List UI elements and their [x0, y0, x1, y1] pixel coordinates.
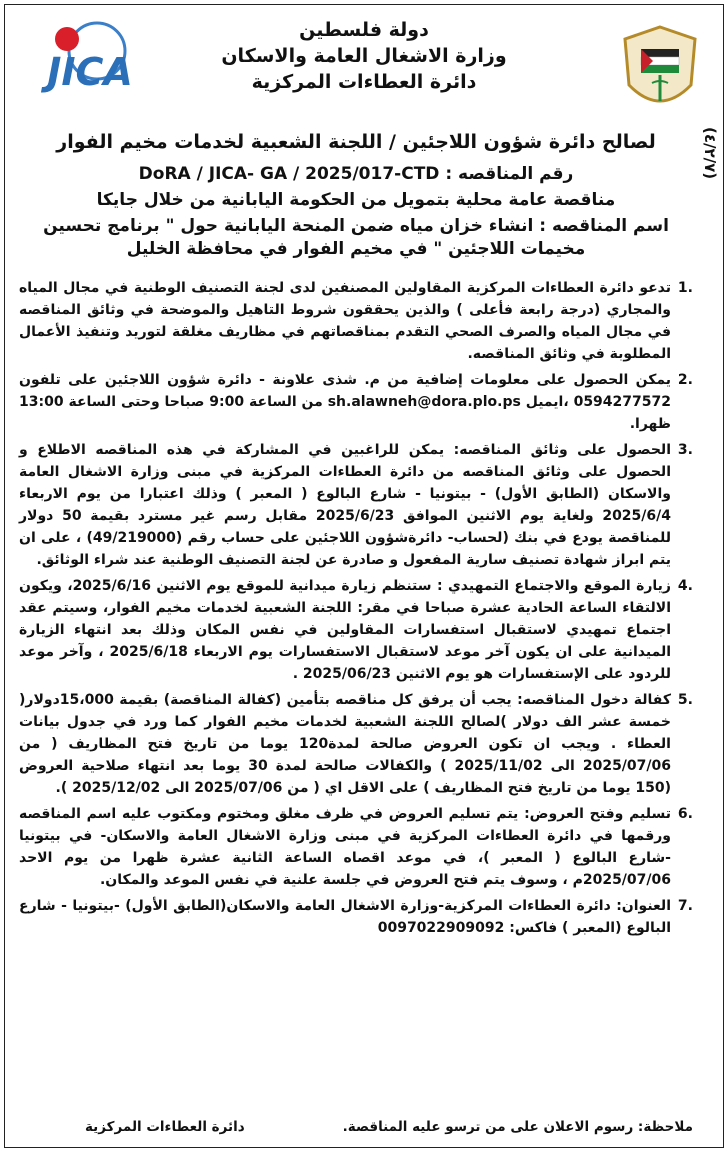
ministry-seal [619, 23, 701, 119]
tender-number-line [19, 163, 693, 186]
list-item [19, 895, 693, 939]
item-number: .5 [677, 692, 693, 708]
beneficiary: لصالح دائرة شؤون اللاجئين / اللجنة الشعبية لخدمات مخيم الفوار [56, 131, 656, 153]
jica-logo-icon [35, 19, 145, 111]
item-text: تدعو دائرة العطاءات المركزية المقاولين المصنفين لدى لجنة التصنيف الوطنية في مجال المياه والمجاري (درجة رابعة فأعلى ) والذين يحققون شروط التاهيل والموضحة في وثائق المناقصه في مجال المياه والصرف الصحي التقدم بمناقصاتهم في مظاريف مغلقة لتوريد وتنفيذ الأعمال المطلوبة في وثائق المناقصه. [19, 280, 671, 362]
item-number: .3 [677, 442, 693, 458]
item-text: العنوان: دائرة العطاءات المركزية-وزارة الاشغال العامة والاسكان(الطابق الأول) -بيتونيا - شارع البالوع (المعبر ) فاكس: 0097022909092 [19, 898, 671, 936]
item-text: كفالة دخول المناقصه: يجب أن يرفق كل مناقصه بتأمين (كفالة المناقصة) بقيمة 15،000دولار( خمسة عشر الف دولار )لصالح اللجنة الشعبية لخدمات مخيم الفوار كما ورد في جدول بيانات العطاء . ويجب ان تكون العروض صالحة لمدة120 يوما من تاريخ فتح المظاريف ( من 2025/07/06 الى 2025/11/02 ) والكفالات صالحة لمدة 30 يوما بعد انتهاء صلاحية العروض (150 يوما من تاريخ فتح المظاريف ) على الاقل اي ( من 2025/07/06 الى 2025/12/02 ). [19, 692, 671, 796]
terms-list [19, 277, 693, 939]
tender-announcement [4, 4, 724, 1148]
list-item [19, 689, 693, 799]
item-text: يمكن الحصول على معلومات إضافية من م. شذى علاونة - دائرة شؤون اللاجئين على تلفون 0594277572 ،ايميل sh.alawneh@dora.plo.ps من الساعة 9:00 صباحا وحتى الساعة 13:00 ظهرا. [19, 372, 671, 432]
funding-line: مناقصة عامة محلية بتمويل من الحكومة اليابانية من خلال جايكا [96, 190, 616, 210]
item-text: تسليم وفتح العروض: يتم تسليم العروض في ظرف مغلق ومختوم ومكتوب عليه اسم المناقصه ورقمها في دائرة العطاءات المركزية في مبنى وزارة الاشغال العامة والاسكان- في بيتونيا -شارع البالوع ( المعبر )، في موعد اقصاه الساعة الثانية عشرة ظهرا من يوم الاحد 2025/07/06م ، وسوف يتم فتح العروض في جلسة علنية في نفس الموعد والمكان. [19, 806, 671, 888]
reference-number: (٤/٢/٧) [701, 127, 719, 180]
state-name: دولة فلسطين [299, 19, 429, 41]
list-item [19, 369, 693, 435]
list-item [19, 277, 693, 365]
tender-number-label: رقم المناقصه : [445, 164, 574, 184]
item-text: زيارة الموقع والاجتماع التمهيدي : ستنظم زيارة ميدانية للموقع يوم الاثنين 2025/6/16، ويكون الالتقاء الساعة الحادية عشرة صباحا في مقر: اللجنة الشعبية لخدمات مخيم الفوار، وسيتم عقد اجتماع تمهيدي لاستقبال استفسارات المقاولين في نفس المكان وذلك بعد انتهاء الزيارة الميدانية على ان يكون آخر موعد لاستقبال الاستفسارات يوم الاربعاء 2025/6/18 ، وآخر موعد للردود على الإستفسارات هو يوم الاثنين 2025/06/23 . [19, 578, 672, 682]
item-number: .2 [677, 372, 693, 388]
tender-number: DoRA / JICA- GA / 2025/017-CTD [138, 164, 440, 184]
jica-logo [35, 19, 145, 111]
item-number: .7 [677, 898, 693, 914]
department-name: دائرة العطاءات المركزية [251, 71, 477, 93]
signature: دائرة العطاءات المركزية [85, 1119, 245, 1135]
letterhead [155, 17, 573, 95]
list-item [19, 575, 693, 685]
seal-emblem-icon [619, 23, 701, 119]
list-item [19, 439, 693, 571]
item-text: الحصول على وثائق المناقصه: يمكن للراغبين في المشاركة في هذه المناقصه الاطلاع و الحصول على وثائق المناقصه من دائرة العطاءات المركزية في مبنى وزارة الاشغال العامة والاسكان (الطابق الأول) - بيتونيا - شارع البالوع ( المعبر ) وذلك اعتبارا من يوم الاربعاء 2025/6/4 ولغاية يوم الاثنين الموافق 2025/6/23 مقابل رسم غير مسترد بقيمة 50 دولار للمناقصة يودع في بنك (لحساب- دائرةشؤون اللاجئين على حساب رقم (49/219000) ، على ان يتم ابراز شهادة تصنيف سارية المفعول و صادرة عن لجنة التصنيف الوطنية عند شراء الوثائق. [19, 442, 672, 568]
svg-text:JICA: JICA [47, 50, 133, 94]
tender-terms [19, 277, 693, 943]
item-number: .1 [677, 280, 693, 296]
item-number: .6 [677, 806, 693, 822]
ministry-name: وزارة الاشغال العامة والاسكان [221, 45, 507, 67]
ad-fees-note: ملاحظة: رسوم الاعلان على من ترسو عليه المناقصة. [342, 1119, 693, 1135]
tender-name: اسم المناقصه : انشاء خزان مياه ضمن المنحة اليابانية حول " برنامج تحسين مخيمات اللاجئين " في مخيم الفوار في محافظة الخليل [43, 216, 669, 259]
list-item [19, 803, 693, 891]
item-number: .4 [677, 578, 693, 594]
